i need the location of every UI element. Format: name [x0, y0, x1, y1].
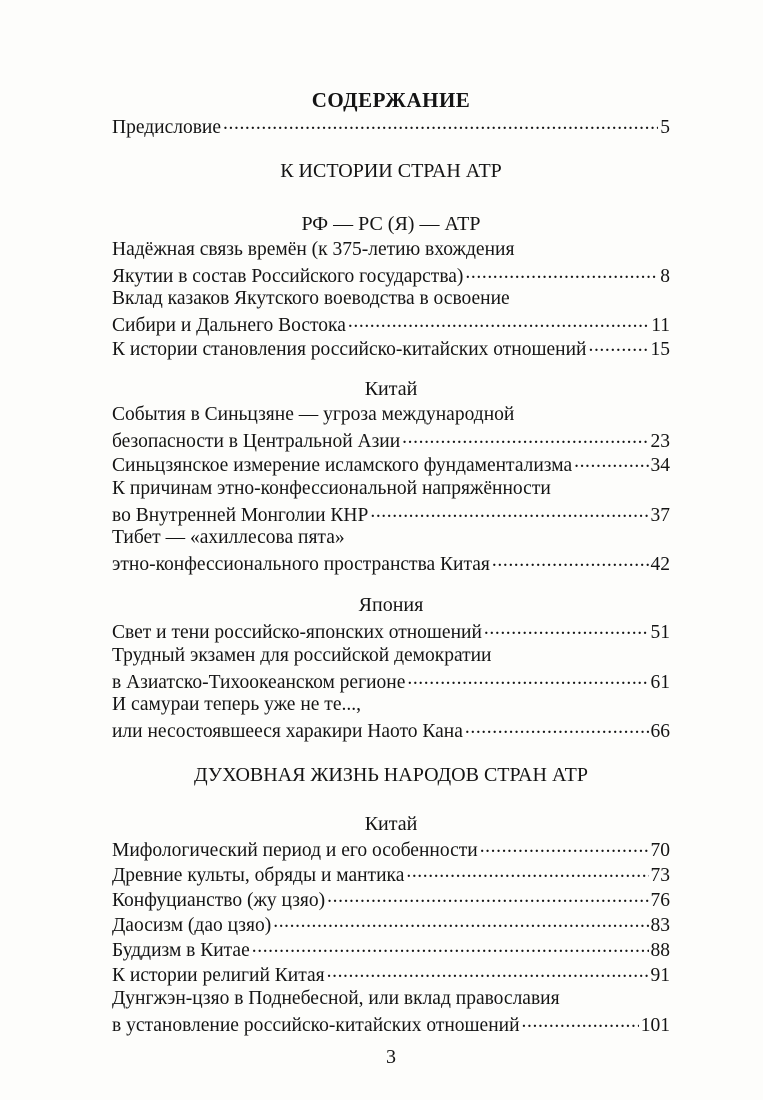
- page-number: 73: [650, 864, 670, 886]
- entry-title: Конфуцианство (жу цзяо): [112, 889, 326, 911]
- toc-entry[interactable]: [112, 886, 670, 913]
- toc-entry[interactable]: [112, 618, 670, 645]
- toc-entry[interactable]: [112, 836, 670, 863]
- leader-dots: [252, 936, 649, 956]
- section-heading: Китай: [364, 813, 418, 835]
- toc-entry[interactable]: [112, 861, 670, 888]
- toc-entry[interactable]: [112, 911, 670, 938]
- leader-dots: [588, 335, 648, 355]
- toc-entry[interactable]: [112, 335, 670, 362]
- page-number: 76: [650, 889, 670, 911]
- toc-entry[interactable]: [112, 692, 670, 744]
- leader-dots: [574, 451, 648, 471]
- leader-dots: [327, 961, 649, 981]
- entry-title: К истории становления российско-китайских отношений: [112, 338, 587, 360]
- page-number: 5: [660, 116, 670, 138]
- page-number: 42: [650, 553, 670, 575]
- leader-dots: [522, 1011, 639, 1031]
- entry-title: К истории религий Китая: [112, 964, 325, 986]
- entry-title-line: События в Синьцзяне — угроза международной: [112, 404, 515, 425]
- section-heading: Япония: [358, 594, 424, 616]
- page-number: 61: [650, 671, 670, 693]
- part-heading: К ИСТОРИИ СТРАН АТР: [280, 160, 502, 182]
- leader-dots: [273, 911, 648, 931]
- toc-title: СОДЕРЖАНИЕ: [311, 88, 471, 112]
- entry-title: Свет и тени российско-японских отношений: [112, 621, 482, 643]
- entry-title: Предисловие: [112, 116, 222, 138]
- page-number: 37: [650, 504, 670, 526]
- page-number: 11: [651, 314, 670, 336]
- page-number: 34: [650, 454, 670, 476]
- entry-title-line: Вклад казаков Якутского воеводства в освоение: [112, 288, 510, 309]
- page-number: 101: [640, 1014, 670, 1036]
- page-number: 88: [650, 939, 670, 961]
- entry-title: Сибири и Дальнего Востока: [112, 314, 346, 336]
- section-heading: РФ — РС (Я) — АТР: [301, 213, 481, 235]
- leader-dots: [370, 501, 648, 521]
- toc-entry[interactable]: [112, 237, 670, 289]
- page-number: 70: [650, 839, 670, 861]
- toc-entry[interactable]: [112, 286, 670, 338]
- page-folio: 3: [386, 1046, 396, 1068]
- leader-dots: [465, 262, 658, 282]
- entry-title-line: Дунгжэн-цзяо в Поднебесной, или вклад православия: [112, 988, 560, 1009]
- leader-dots: [492, 550, 649, 570]
- toc-entry[interactable]: [112, 936, 670, 963]
- leader-dots: [480, 836, 649, 856]
- entry-title: в Азиатско-Тихоокеанском регионе: [112, 671, 406, 693]
- toc-entry[interactable]: [112, 986, 670, 1038]
- entry-title-line: Тибет — «ахиллесова пята»: [112, 527, 345, 548]
- page-number: 8: [660, 265, 670, 287]
- page-number: 23: [650, 430, 670, 452]
- leader-dots: [465, 717, 649, 737]
- toc-entry[interactable]: [112, 476, 670, 528]
- toc-entry[interactable]: [112, 643, 670, 695]
- toc-entry[interactable]: [112, 402, 670, 454]
- entry-title: или несостоявшееся харакири Наото Кана: [112, 720, 463, 742]
- entry-title: Даосизм (дао цзяо): [112, 914, 272, 936]
- leader-dots: [406, 861, 648, 881]
- leader-dots: [223, 113, 658, 133]
- part-heading: ДУХОВНАЯ ЖИЗНЬ НАРОДОВ СТРАН АТР: [194, 764, 588, 786]
- entry-title: Древние культы, обряды и мантика: [112, 864, 405, 886]
- toc-entry[interactable]: [112, 525, 670, 577]
- leader-dots: [402, 427, 648, 447]
- entry-title: Якутии в состав Российского государства): [112, 265, 464, 287]
- entry-title-line: И самураи теперь уже не те...,: [112, 694, 361, 715]
- page-number: 51: [650, 621, 670, 643]
- page-number: 91: [650, 964, 670, 986]
- entry-title-line: К причинам этно-конфессиональной напряжённости: [112, 478, 551, 499]
- leader-dots: [348, 311, 649, 331]
- leader-dots: [327, 886, 648, 906]
- entry-title: во Внутренней Монголии КНР: [112, 504, 369, 526]
- entry-title: Синьцзянское измерение исламского фундаментализма: [112, 454, 573, 476]
- section-heading: Китай: [364, 378, 418, 400]
- entry-title: безопасности в Центральной Азии: [112, 430, 401, 452]
- entry-title-line: Трудный экзамен для российской демократии: [112, 645, 492, 666]
- entry-title: в установление российско-китайских отношений: [112, 1014, 520, 1036]
- leader-dots: [407, 668, 648, 688]
- entry-title: этно-конфессионального пространства Китая: [112, 553, 490, 575]
- leader-dots: [484, 618, 649, 638]
- page-number: 66: [650, 720, 670, 742]
- page-number: 15: [650, 338, 670, 360]
- entry-title: Мифологический период и его особенности: [112, 839, 478, 861]
- entry-title-line: Надёжная связь времён (к 375-летию вхождения: [112, 239, 515, 260]
- toc-entry[interactable]: [112, 451, 670, 478]
- page-number: 83: [650, 914, 670, 936]
- entry-title: Буддизм в Китае: [112, 939, 250, 961]
- toc-entry-preface[interactable]: [112, 113, 670, 140]
- toc-entry[interactable]: [112, 961, 670, 988]
